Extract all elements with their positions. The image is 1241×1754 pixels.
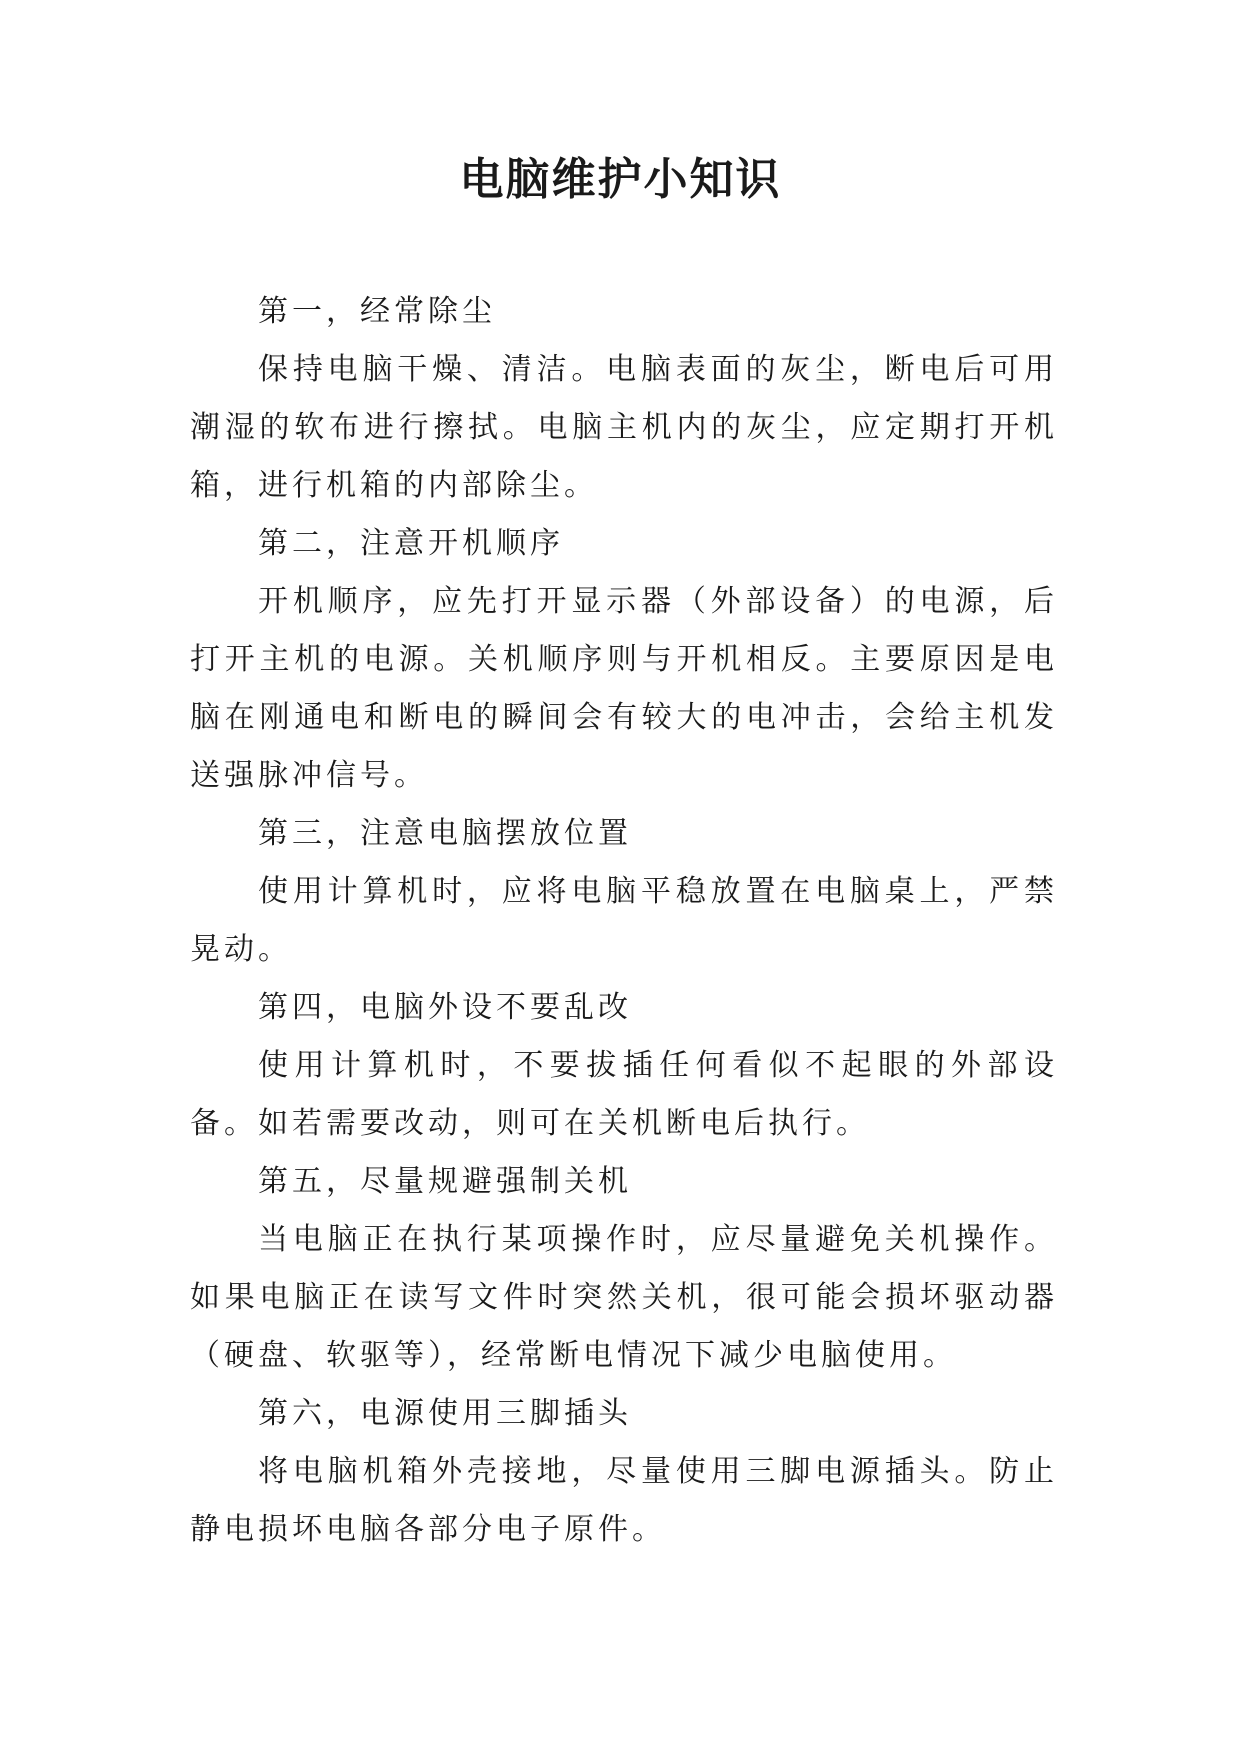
- section-heading-2: 第二，注意开机顺序: [258, 526, 564, 561]
- document-body: [190, 283, 1058, 1559]
- section-heading-3: 第三，注意电脑摆放位置: [258, 816, 632, 851]
- section-text-1: 保持电脑干燥、清洁。电脑表面的灰尘，断电后可用潮湿的软布进行擦拭。电脑主机内的灰尘，应定期打开机箱，进行机箱的内部除尘。: [190, 352, 1058, 503]
- section-heading-5: 第五，尽量规避强制关机: [258, 1164, 632, 1199]
- section-text-5: 当电脑正在执行某项操作时，应尽量避免关机操作。如果电脑正在读写文件时突然关机，很可能会损坏驱动器（硬盘、软驱等），经常断电情况下减少电脑使用。: [190, 1222, 1058, 1373]
- section-text-2: 开机顺序，应先打开显示器（外部设备）的电源，后打开主机的电源。关机顺序则与开机相反。主要原因是电脑在刚通电和断电的瞬间会有较大的电冲击，会给主机发送强脉冲信号。: [190, 584, 1058, 793]
- section-text-4: 使用计算机时，不要拔插任何看似不起眼的外部设备。如若需要改动，则可在关机断电后执行。: [190, 1048, 1058, 1141]
- section-text-6: 将电脑机箱外壳接地，尽量使用三脚电源插头。防止静电损坏电脑各部分电子原件。: [190, 1454, 1058, 1547]
- section-text-3: 使用计算机时，应将电脑平稳放置在电脑桌上，严禁晃动。: [190, 874, 1058, 967]
- section-heading-6: 第六，电源使用三脚插头: [258, 1396, 632, 1431]
- section-heading-1: 第一，经常除尘: [258, 294, 496, 329]
- document-title: 电脑维护小知识: [459, 154, 782, 205]
- section-heading-4: 第四，电脑外设不要乱改: [258, 990, 632, 1025]
